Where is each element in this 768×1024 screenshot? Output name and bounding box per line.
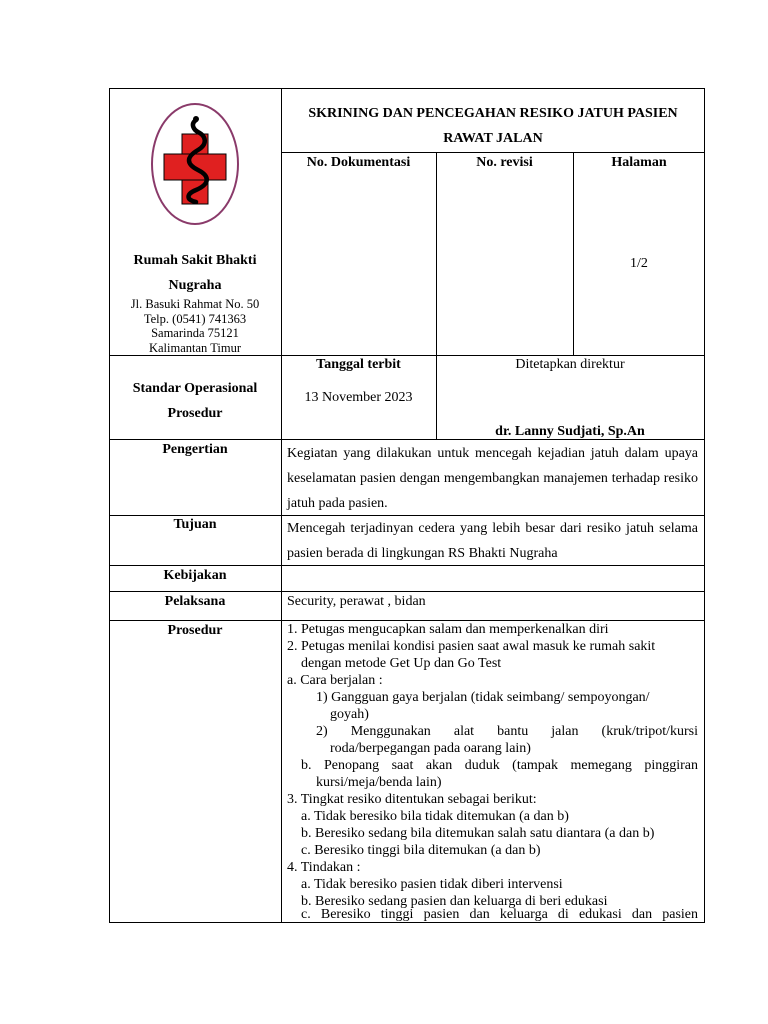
pengertian-text: Kegiatan yang dilakukan untuk mencegah kejadian jatuh dalam upaya keselamatan pasien dengan mengembangkan manajemen terhadap resiko jatuh pada pasien. (287, 446, 698, 511)
list-item: a. Cara berjalan : (287, 673, 383, 688)
tujuan-text: Mencegah terjadinyan cedera yang lebih besar dari resiko jatuh selama pasien berada di lingkungan RS Bhakti Nugraha (287, 521, 698, 561)
list-item: 2) Menggunakan alat bantu jalan (kruk/tripot/kursi (316, 724, 698, 739)
list-item: 2. Petugas menilai kondisi pasien saat awal masuk ke rumah sakit (287, 639, 656, 654)
list-item: kursi/meja/benda lain) (316, 775, 442, 790)
pelaksana-label: Pelaksana (164, 594, 226, 609)
list-item: a. Tidak beresiko pasien tidak diberi intervensi (301, 877, 563, 892)
col-revision: No. revisi (476, 155, 533, 170)
kebijakan-label: Kebijakan (163, 568, 227, 583)
prosedur-label: Prosedur (167, 623, 223, 638)
list-item: a. Tidak beresiko bila tidak ditemukan (a dan b) (301, 809, 569, 824)
page-value: 1/2 (630, 256, 648, 271)
list-item: 1. Petugas mengucapkan salam dan memperkenalkan diri (287, 622, 609, 637)
pengertian-label: Pengertian (162, 442, 228, 457)
list-item: roda/berpegangan pada oarang lain) (330, 741, 531, 756)
tujuan-label: Tujuan (173, 517, 217, 532)
document-title: SKRINING DAN PENCEGAHAN RESIKO JATUH PASIEN RAWAT JALAN (308, 106, 678, 146)
pelaksana-text: Security, perawat , bidan (287, 594, 426, 609)
director-label: Ditetapkan direktur (515, 357, 625, 372)
sop-label: Standar Operasional Prosedur (132, 381, 258, 421)
col-page: Halaman (611, 155, 667, 170)
date-value: 13 November 2023 (304, 390, 413, 405)
hospital-name-2: Nugraha (168, 278, 222, 293)
list-item: b. Penopang saat akan duduk (tampak memegang pinggiran (301, 758, 698, 773)
hospital-logo-icon (150, 102, 240, 226)
list-item: goyah) (330, 707, 369, 722)
hospital-name: Rumah Sakit Bhakti (133, 253, 257, 268)
list-item: b. Beresiko sedang pasien dan keluarga di beri edukasi (301, 894, 608, 909)
sop-document (109, 88, 705, 923)
list-item: b. Beresiko sedang bila ditemukan salah satu diantara (a dan b) (301, 826, 655, 841)
col-doc-number: No. Dokumentasi (306, 155, 411, 170)
director-name: dr. Lanny Sudjati, Sp.An (495, 424, 645, 439)
list-item: dengan metode Get Up dan Go Test (301, 656, 502, 671)
hospital-address: Jl. Basuki Rahmat No. 50 Telp. (0541) 741363 Samarinda 75121 Kalimantan Timur (130, 297, 260, 355)
list-item: 4. Tindakan : (287, 860, 361, 875)
list-item: 1) Gangguan gaya berjalan (tidak seimbang/ sempoyongan/ (316, 690, 650, 705)
list-item: 3. Tingkat resiko ditentukan sebagai berikut: (287, 792, 537, 807)
date-label: Tanggal terbit (316, 357, 401, 372)
list-item: c. Beresiko tinggi bila ditemukan (a dan b) (301, 843, 541, 858)
list-item: c. Beresiko tinggi pasien dan keluarga di edukasi dan pasien (301, 907, 698, 922)
